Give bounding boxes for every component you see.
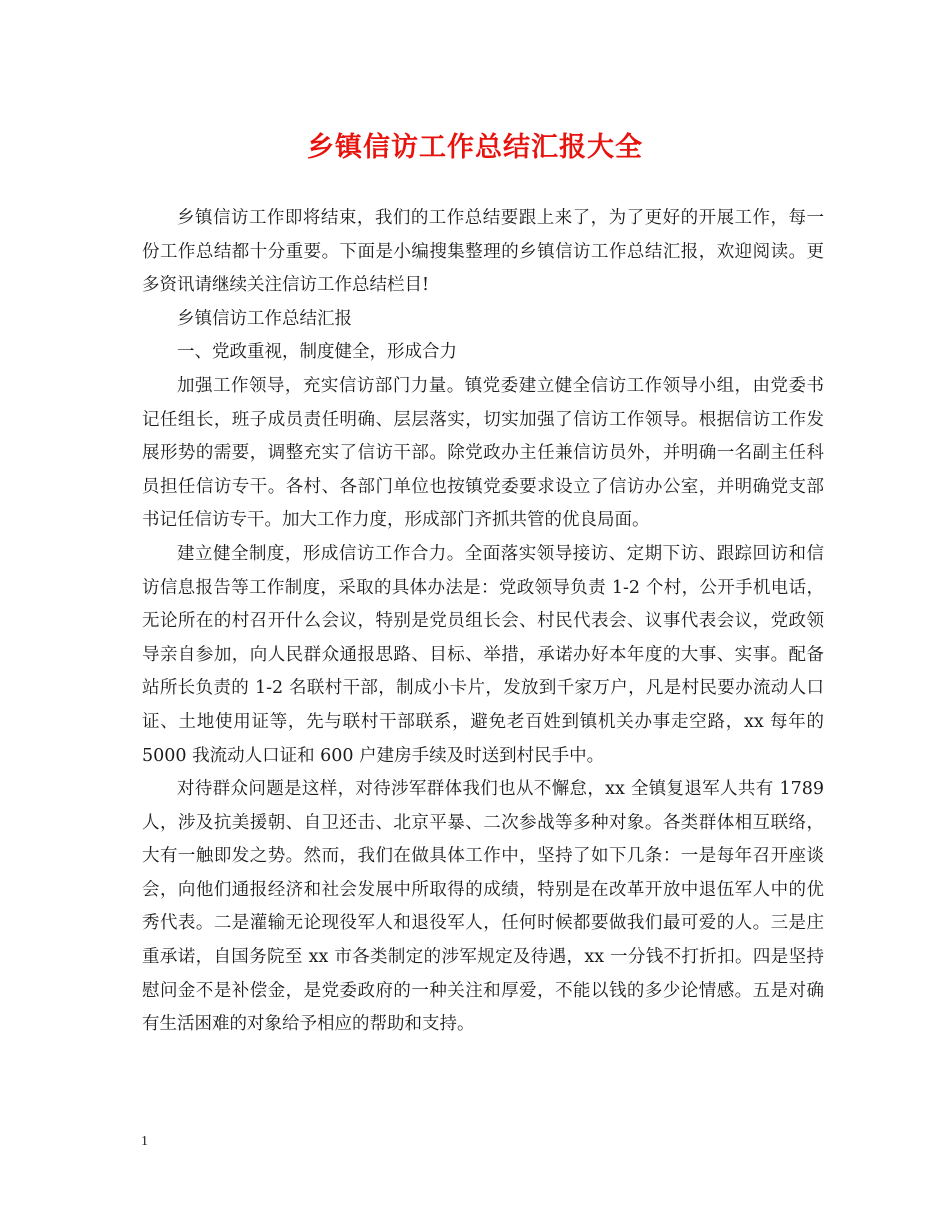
page-number: 1 (141, 1134, 148, 1149)
body-paragraph-veterans: 对待群众问题是这样，对待涉军群体我们也从不懈怠，xx 全镇复退军人共有 1789 人，涉及抗美援朝、自卫还击、北京平暴、二次参战等多种对象。各类群体相互联络，大有一触即发之势。然而，我们在做具体工作中，坚持了如下几条：一是每年召开座谈会，向他们通报经济和社会发展中所取得的成绩，特别是在改革开放中退伍军人中的优秀代表。二是灌输无论现役军人和退役军人，任何时候都要做我们最可爱的人。三是庄重承诺，自国务院至 xx 市各类制定的涉军规定及待遇，xx 一分钱不打折扣。四是坚持慰问金不是补偿金，是党委政府的一种关注和厚爱，不能以钱的多少论情感。五是对确有生活困难的对象给予相应的帮助和支持。 (142, 779, 824, 1035)
section-subtitle: 乡镇信访工作总结汇报 (177, 308, 352, 329)
intro-paragraph: 乡镇信访工作即将结束，我们的工作总结要跟上来了，为了更好的开展工作，每一份工作总结都十分重要。下面是小编搜集整理的乡镇信访工作总结汇报，欢迎阅读。更多资讯请继续关注信访工作总结栏目! (142, 208, 824, 296)
body-paragraph-system: 建立健全制度，形成信访工作合力。全面落实领导接访、定期下访、跟踪回访和信访信息报告等工作制度，采取的具体办法是：党政领导负责 1-2 个村，公开手机电话，无论所在的村召开什么会议，特别是党员组长会、村民代表会、议事代表会议，党政领导亲自参加，向人民群众通报思路、目标、举措，承诺办好本年度的大事、实事。配备站所长负责的 1-2 名联村干部，制成小卡片，发放到千家万户，凡是村民要办流动人口证、土地使用证等，先与联村干部联系，避免老百姓到镇机关办事走空路，xx 每年的 5000 我流动人口证和 600 户建房手续及时送到村民手中。 (142, 543, 824, 766)
section-heading: 一、党政重视，制度健全，形成合力 (177, 342, 457, 363)
body-paragraph-leadership: 加强工作领导，充实信访部门力量。镇党委建立健全信访工作领导小组，由党委书记任组长，班子成员责任明确、层层落实，切实加强了信访工作领导。根据信访工作发展形势的需要，调整充实了信访干部。除党政办主任兼信访员外，并明确一名副主任科员担任信访专干。各村、各部门单位也按镇党委要求设立了信访办公室，并明确党支部书记任信访专干。加大工作力度，形成部门齐抓共管的优良局面。 (142, 375, 824, 531)
document-title: 乡镇信访工作总结汇报大全 (307, 132, 643, 163)
document-body (142, 202, 824, 1042)
